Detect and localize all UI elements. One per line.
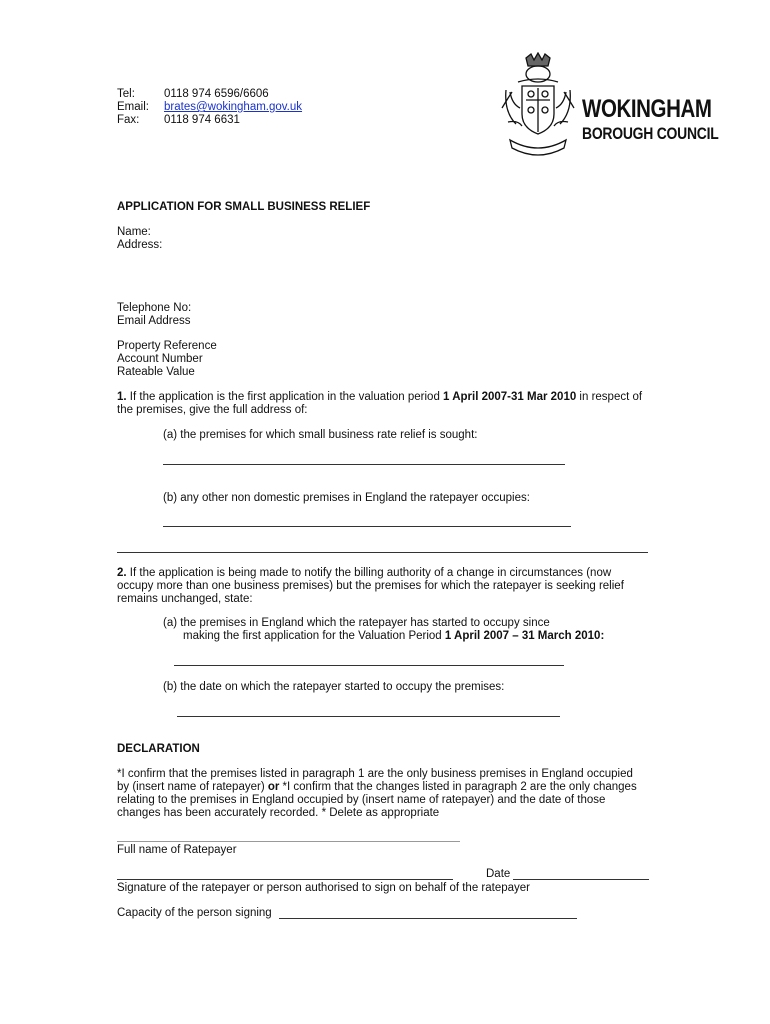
section2-item-a-answer-line[interactable]	[174, 665, 564, 666]
section1-item-a: (a) the premises for which small business rate relief is sought:	[163, 429, 478, 441]
section1-number: 1.	[117, 391, 127, 403]
email-label: Email:	[117, 101, 149, 113]
section1-paragraph	[117, 391, 642, 404]
section2-text-line3: remains unchanged, state:	[117, 593, 253, 605]
declaration-line2b: *I confirm that the changes listed in paragraph 2 are the only changes	[279, 781, 637, 793]
section2-item-b-answer-line[interactable]	[177, 716, 560, 717]
account-number-label: Account Number	[117, 353, 203, 365]
logo-line1: WOKINGHAM	[582, 95, 712, 123]
email-link[interactable]: brates@wokingham.gov.uk	[164, 101, 303, 113]
declaration-heading: DECLARATION	[117, 743, 200, 755]
date-answer-line[interactable]	[513, 879, 649, 880]
telephone-label: Telephone No:	[117, 302, 192, 314]
declaration-or: or	[267, 781, 280, 793]
email-address-label: Email Address	[117, 315, 191, 327]
fax-label: Fax:	[117, 114, 140, 126]
section2-item-a-line2	[183, 630, 604, 643]
capacity-label: Capacity of the person signing	[117, 907, 272, 919]
section2-item-b: (b) the date on which the ratepayer started to occupy the premises:	[163, 681, 505, 693]
section2-item-a-period: 1 April 2007 – 31 March 2010:	[444, 630, 605, 642]
address-label: Address:	[117, 239, 163, 251]
declaration-line1: *I confirm that the premises listed in paragraph 1 are the only business premises in England occupied	[117, 768, 633, 780]
section2-item-a-text: making the first application for the Valuation Period	[183, 630, 445, 642]
date-label: Date	[486, 868, 511, 880]
section1-item-b: (b) any other non domestic premises in England the ratepayer occupies:	[163, 492, 530, 504]
coat-of-arms-icon	[498, 52, 578, 162]
logo-line2: BOROUGH COUNCIL	[582, 124, 719, 143]
capacity-answer-line[interactable]	[279, 918, 577, 919]
name-label: Name:	[117, 226, 151, 238]
section2-item-a-line1: (a) the premises in England which the ratepayer has started to occupy since	[163, 617, 550, 629]
fax-value: 0118 974 6631	[164, 114, 240, 126]
full-name-answer-line[interactable]	[117, 841, 460, 842]
signature-answer-line[interactable]	[117, 879, 453, 880]
section1-text-b: in respect of	[576, 391, 643, 403]
section-divider	[117, 552, 648, 553]
section1-item-b-answer-line[interactable]	[163, 526, 571, 527]
declaration-line3: relating to the premises in England occupied by (insert name of ratepayer) and the date of those	[117, 794, 606, 806]
declaration-line4: changes has been accurately recorded. * Delete as appropriate	[117, 807, 440, 819]
declaration-line2a: by (insert name of ratepayer)	[117, 781, 268, 793]
section1-text-line2: the premises, give the full address of:	[117, 404, 308, 416]
tel-label: Tel:	[117, 88, 135, 100]
section1-item-a-answer-line[interactable]	[163, 464, 565, 465]
declaration-line2	[117, 781, 637, 794]
section2-paragraph	[117, 567, 611, 580]
full-name-label: Full name of Ratepayer	[117, 844, 237, 856]
section2-text-line1: If the application is being made to notify the billing authority of a change in circumstances (now	[126, 567, 612, 579]
section1-text-a: If the application is the first application in the valuation period	[126, 391, 444, 403]
page-title: APPLICATION FOR SMALL BUSINESS RELIEF	[117, 201, 371, 213]
section1-period: 1 April 2007-31 Mar 2010	[443, 391, 577, 403]
property-reference-label: Property Reference	[117, 340, 217, 352]
tel-value: 0118 974 6596/6606	[164, 88, 269, 100]
signature-label: Signature of the ratepayer or person authorised to sign on behalf of the ratepayer	[117, 882, 530, 894]
council-logo-text	[582, 95, 748, 144]
section2-number: 2.	[117, 567, 127, 579]
rateable-value-label: Rateable Value	[117, 366, 195, 378]
section2-text-line2: occupy more than one business premises) but the premises for which the ratepayer is seeking relief	[117, 580, 624, 592]
